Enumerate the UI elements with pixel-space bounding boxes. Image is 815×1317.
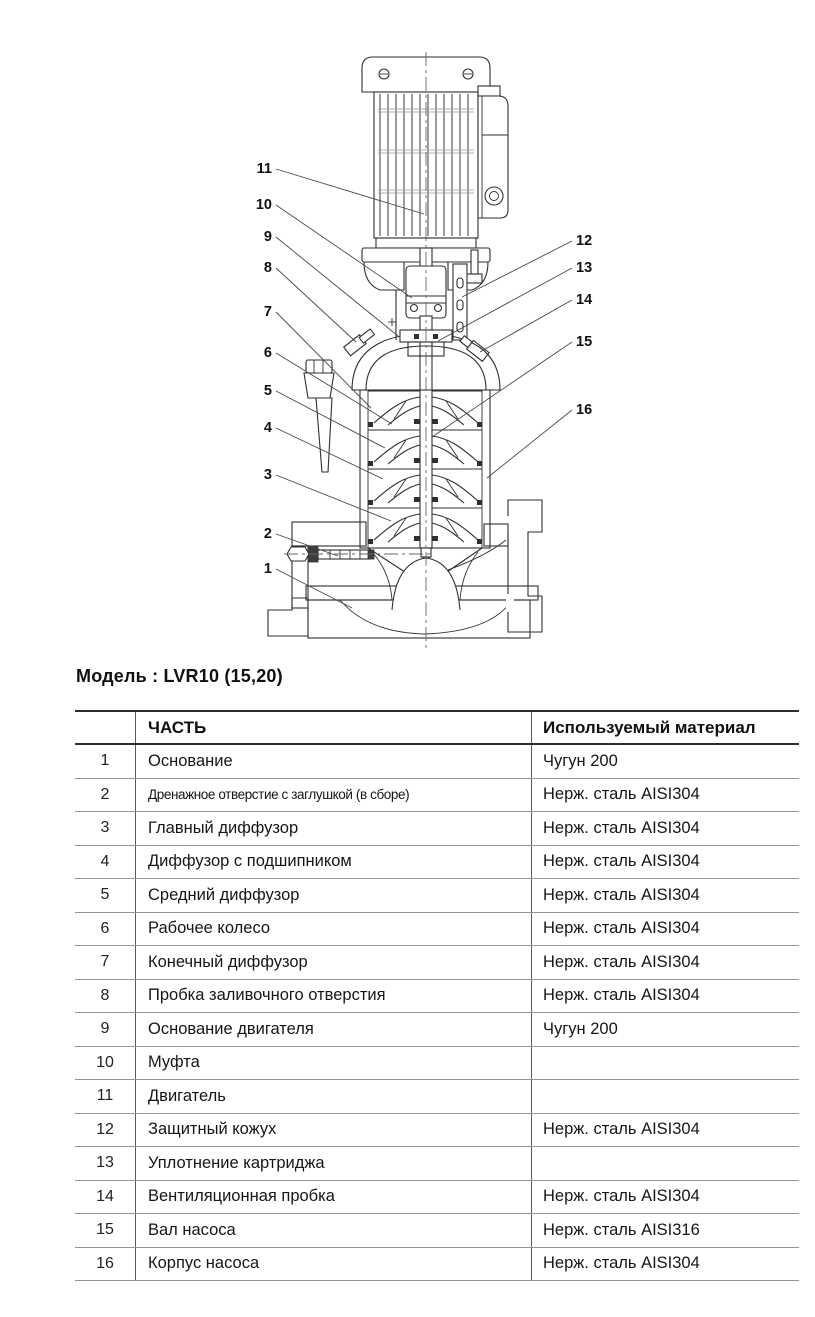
part-name: Основание (136, 744, 532, 778)
part-material: Нерж. сталь AISI304 (532, 812, 800, 846)
vent-plug (459, 334, 489, 361)
part-number: 14 (75, 1180, 136, 1214)
part-name: Вал насоса (136, 1214, 532, 1248)
part-number: 9 (75, 1013, 136, 1047)
callout-2: 2 (263, 526, 272, 542)
part-name: Двигатель (136, 1080, 532, 1114)
model-title: Модель : LVR10 (15,20) (76, 666, 283, 686)
part-name: Главный диффузор (136, 812, 532, 846)
part-material: Чугун 200 (532, 1013, 800, 1047)
part-number: 1 (75, 744, 136, 778)
part-number: 15 (75, 1214, 136, 1248)
header-number (75, 711, 136, 744)
callout-15: 15 (576, 334, 593, 350)
part-number: 4 (75, 845, 136, 879)
part-number: 12 (75, 1113, 136, 1147)
callout-4: 4 (263, 420, 272, 436)
part-material: Нерж. сталь AISI304 (532, 979, 800, 1013)
part-name: Диффузор с подшипником (136, 845, 532, 879)
table-row (75, 946, 799, 980)
callout-8: 8 (263, 260, 272, 276)
callout-11: 11 (256, 161, 272, 177)
header-material: Используемый материал (532, 711, 800, 744)
stud-nut (466, 274, 482, 283)
part-material: Нерж. сталь AISI304 (532, 879, 800, 913)
cable-gland (485, 187, 503, 205)
part-name: Основание двигателя (136, 1013, 532, 1047)
part-material (532, 1046, 800, 1080)
table-row (75, 1147, 799, 1181)
stud-bolt (471, 250, 478, 274)
part-material: Нерж. сталь AISI304 (532, 1180, 800, 1214)
table-row (75, 812, 799, 846)
callout-9: 9 (263, 229, 272, 245)
part-number: 7 (75, 946, 136, 980)
part-material: Нерж. сталь AISI304 (532, 912, 800, 946)
callout-16: 16 (576, 402, 593, 418)
part-name: Муфта (136, 1046, 532, 1080)
part-number: 2 (75, 778, 136, 812)
pump-head (304, 327, 500, 472)
part-name: Средний диффузор (136, 879, 532, 913)
part-material: Чугун 200 (532, 744, 800, 778)
part-material: Нерж. сталь AISI304 (532, 946, 800, 980)
table-row (75, 778, 799, 812)
part-material (532, 1147, 800, 1181)
callout-3: 3 (263, 467, 272, 483)
parts-table (75, 710, 799, 1281)
part-number: 8 (75, 979, 136, 1013)
callout-10: 10 (255, 197, 272, 213)
callout-12: 12 (576, 233, 593, 249)
part-number: 16 (75, 1247, 136, 1281)
part-material: Нерж. сталь AISI304 (532, 778, 800, 812)
part-number: 10 (75, 1046, 136, 1080)
motor (362, 57, 508, 262)
part-name: Дренажное отверстие с заглушкой (в сборе) (136, 778, 532, 812)
part-number: 13 (75, 1147, 136, 1181)
callout-6: 6 (263, 345, 272, 361)
part-name: Пробка заливочного отверстия (136, 979, 532, 1013)
table-row (75, 1247, 799, 1281)
part-name: Защитный кожух (136, 1113, 532, 1147)
filling-plug (344, 327, 376, 355)
header-part: ЧАСТЬ (136, 711, 532, 744)
callout-5: 5 (263, 383, 272, 399)
part-name: Рабочее колесо (136, 912, 532, 946)
pump-base (268, 500, 542, 638)
table-row (75, 879, 799, 913)
part-name: Уплотнение картриджа (136, 1147, 532, 1181)
table-row (75, 1046, 799, 1080)
table-row (75, 744, 799, 778)
part-material: Нерж. сталь AISI304 (532, 1113, 800, 1147)
part-material: Нерж. сталь AISI304 (532, 845, 800, 879)
part-name: Корпус насоса (136, 1247, 532, 1281)
table-row (75, 1013, 799, 1047)
part-material: Нерж. сталь AISI316 (532, 1214, 800, 1248)
table-row (75, 845, 799, 879)
part-number: 3 (75, 812, 136, 846)
table-row (75, 1080, 799, 1114)
table-row (75, 1180, 799, 1214)
part-material: Нерж. сталь AISI304 (532, 1247, 800, 1281)
table-row (75, 979, 799, 1013)
table-row (75, 1214, 799, 1248)
callout-7: 7 (263, 304, 272, 320)
table-header-row (75, 711, 799, 744)
part-number: 11 (75, 1080, 136, 1114)
part-number: 5 (75, 879, 136, 913)
part-material (532, 1080, 800, 1114)
table-row (75, 1113, 799, 1147)
part-name: Конечный диффузор (136, 946, 532, 980)
part-number: 6 (75, 912, 136, 946)
part-name: Вентиляционная пробка (136, 1180, 532, 1214)
callout-1: 1 (263, 561, 272, 577)
side-port-column (304, 360, 334, 472)
callout-13: 13 (576, 260, 593, 276)
table-row (75, 912, 799, 946)
terminal-box (478, 86, 508, 218)
callout-14: 14 (576, 292, 593, 308)
